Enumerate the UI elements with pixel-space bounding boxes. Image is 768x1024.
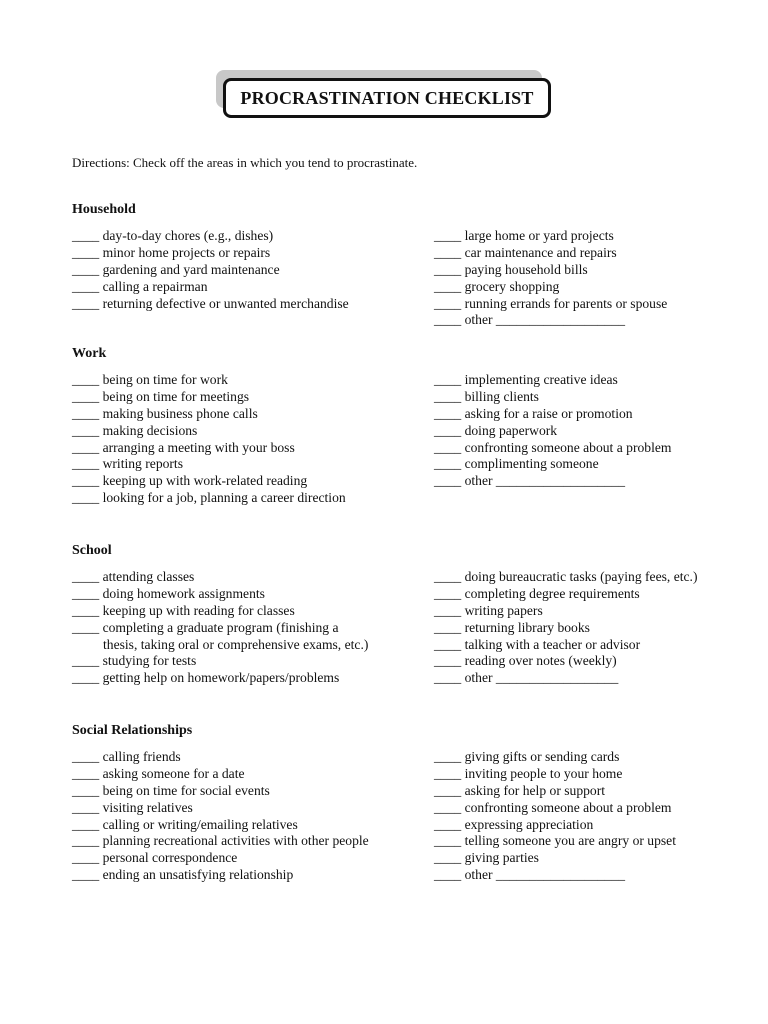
checklist-item[interactable]: ____ being on time for meetings — [72, 388, 250, 404]
checklist-item[interactable]: ____ reading over notes (weekly) — [434, 653, 617, 669]
work-left-column — [72, 372, 346, 507]
checklist-item[interactable]: ____ being on time for social events — [72, 782, 270, 798]
checklist-item[interactable]: ____ calling a repairman — [72, 278, 208, 294]
checklist-item-other[interactable]: ____ other ___________________ — [434, 473, 626, 489]
checklist-item[interactable]: ____ attending classes — [72, 569, 195, 584]
title-box — [216, 70, 552, 120]
checklist-item[interactable]: ____ gardening and yard maintenance — [72, 261, 280, 277]
page-title: PROCRASTINATION CHECKLIST — [240, 87, 534, 108]
checklist-item[interactable]: ____ giving gifts or sending cards — [434, 749, 620, 764]
checklist-item[interactable]: ____ making business phone calls — [72, 405, 258, 421]
checklist-item[interactable]: ____ doing bureaucratic tasks (paying fees, etc.) — [434, 569, 698, 584]
checklist-item[interactable]: ____ keeping up with reading for classes — [72, 602, 295, 618]
checklist-item[interactable]: ____ completing a graduate program (finishing a — [72, 619, 339, 635]
checklist-item[interactable]: ____ car maintenance and repairs — [434, 244, 617, 260]
checklist-item[interactable]: ____ confronting someone about a problem — [434, 799, 672, 815]
checklist-item[interactable]: ____ running errands for parents or spouse — [434, 295, 668, 311]
checklist-item[interactable]: ____ writing papers — [434, 602, 543, 618]
checklist-item[interactable]: ____ looking for a job, planning a career direction — [72, 490, 346, 506]
checklist-item-other[interactable]: ____ other __________________ — [434, 670, 619, 686]
checklist-item[interactable]: ____ inviting people to your home — [434, 765, 623, 781]
checklist-item[interactable]: ____ asking someone for a date — [72, 765, 245, 781]
checklist-item[interactable]: ____ arranging a meeting with your boss — [72, 439, 295, 455]
title-frame — [223, 78, 551, 118]
section-heading-household: Household — [72, 202, 136, 217]
checklist-item[interactable]: ____ ending an unsatisfying relationship — [72, 867, 294, 883]
checklist-item[interactable]: ____ returning library books — [434, 619, 590, 635]
checklist-item[interactable]: ____ personal correspondence — [72, 850, 238, 866]
checklist-item[interactable]: ____ telling someone you are angry or upset — [434, 833, 676, 849]
section-heading-work: Work — [72, 346, 107, 361]
household-left-column — [72, 228, 349, 312]
checklist-item[interactable]: ____ minor home projects or repairs — [72, 244, 271, 260]
checklist-item-continuation: thesis, taking oral or comprehensive exams, etc.) — [103, 636, 369, 652]
household-right-column — [434, 228, 667, 329]
checklist-item[interactable]: ____ expressing appreciation — [434, 816, 594, 832]
checklist-item[interactable]: ____ visiting relatives — [72, 799, 193, 815]
checklist-item[interactable]: ____ keeping up with work-related reading — [72, 473, 308, 489]
checklist-item[interactable]: ____ complimenting someone — [434, 456, 599, 472]
checklist-item[interactable]: ____ asking for a raise or promotion — [434, 405, 633, 421]
checklist-item[interactable]: ____ getting help on homework/papers/problems — [72, 670, 340, 686]
checklist-item[interactable]: ____ completing degree requirements — [434, 585, 640, 601]
checklist-item[interactable]: ____ confronting someone about a problem — [434, 439, 672, 455]
checklist-item[interactable]: ____ making decisions — [72, 422, 198, 438]
checklist-item[interactable]: ____ doing homework assignments — [72, 585, 265, 601]
checklist-item[interactable]: ____ calling friends — [72, 749, 181, 764]
school-left-column — [72, 569, 368, 687]
checklist-item[interactable]: ____ day-to-day chores (e.g., dishes) — [72, 228, 274, 243]
checklist-item-other[interactable]: ____ other ___________________ — [434, 867, 626, 883]
social-left-column — [72, 749, 369, 884]
checklist-item[interactable]: ____ paying household bills — [434, 261, 588, 277]
work-right-column — [434, 372, 671, 490]
checklist-item[interactable]: ____ talking with a teacher or advisor — [434, 636, 641, 652]
checklist-item[interactable]: ____ giving parties — [434, 850, 539, 866]
checklist-item[interactable]: ____ large home or yard projects — [434, 228, 614, 243]
checklist-item[interactable]: ____ writing reports — [72, 456, 184, 472]
checklist-item[interactable]: ____ billing clients — [434, 388, 539, 404]
checklist-item[interactable]: ____ studying for tests — [72, 653, 197, 669]
checklist-item[interactable]: ____ calling or writing/emailing relatives — [72, 816, 298, 832]
checklist-item[interactable]: ____ planning recreational activities with other people — [72, 833, 369, 849]
checklist-item-other[interactable]: ____ other ___________________ — [434, 312, 626, 328]
social-right-column — [434, 749, 676, 884]
section-heading-social: Social Relationships — [72, 723, 193, 738]
school-right-column — [434, 569, 697, 687]
checklist-item[interactable]: ____ grocery shopping — [434, 278, 560, 294]
directions-text: Directions: Check off the areas in which you tend to procrastinate. — [72, 155, 418, 170]
checklist-item[interactable]: ____ asking for help or support — [434, 782, 606, 798]
section-heading-school: School — [72, 543, 112, 558]
checklist-item[interactable]: ____ returning defective or unwanted merchandise — [72, 295, 349, 311]
checklist-item[interactable]: ____ doing paperwork — [434, 422, 558, 438]
checklist-item[interactable]: ____ implementing creative ideas — [434, 372, 618, 387]
checklist-item[interactable]: ____ being on time for work — [72, 372, 228, 387]
